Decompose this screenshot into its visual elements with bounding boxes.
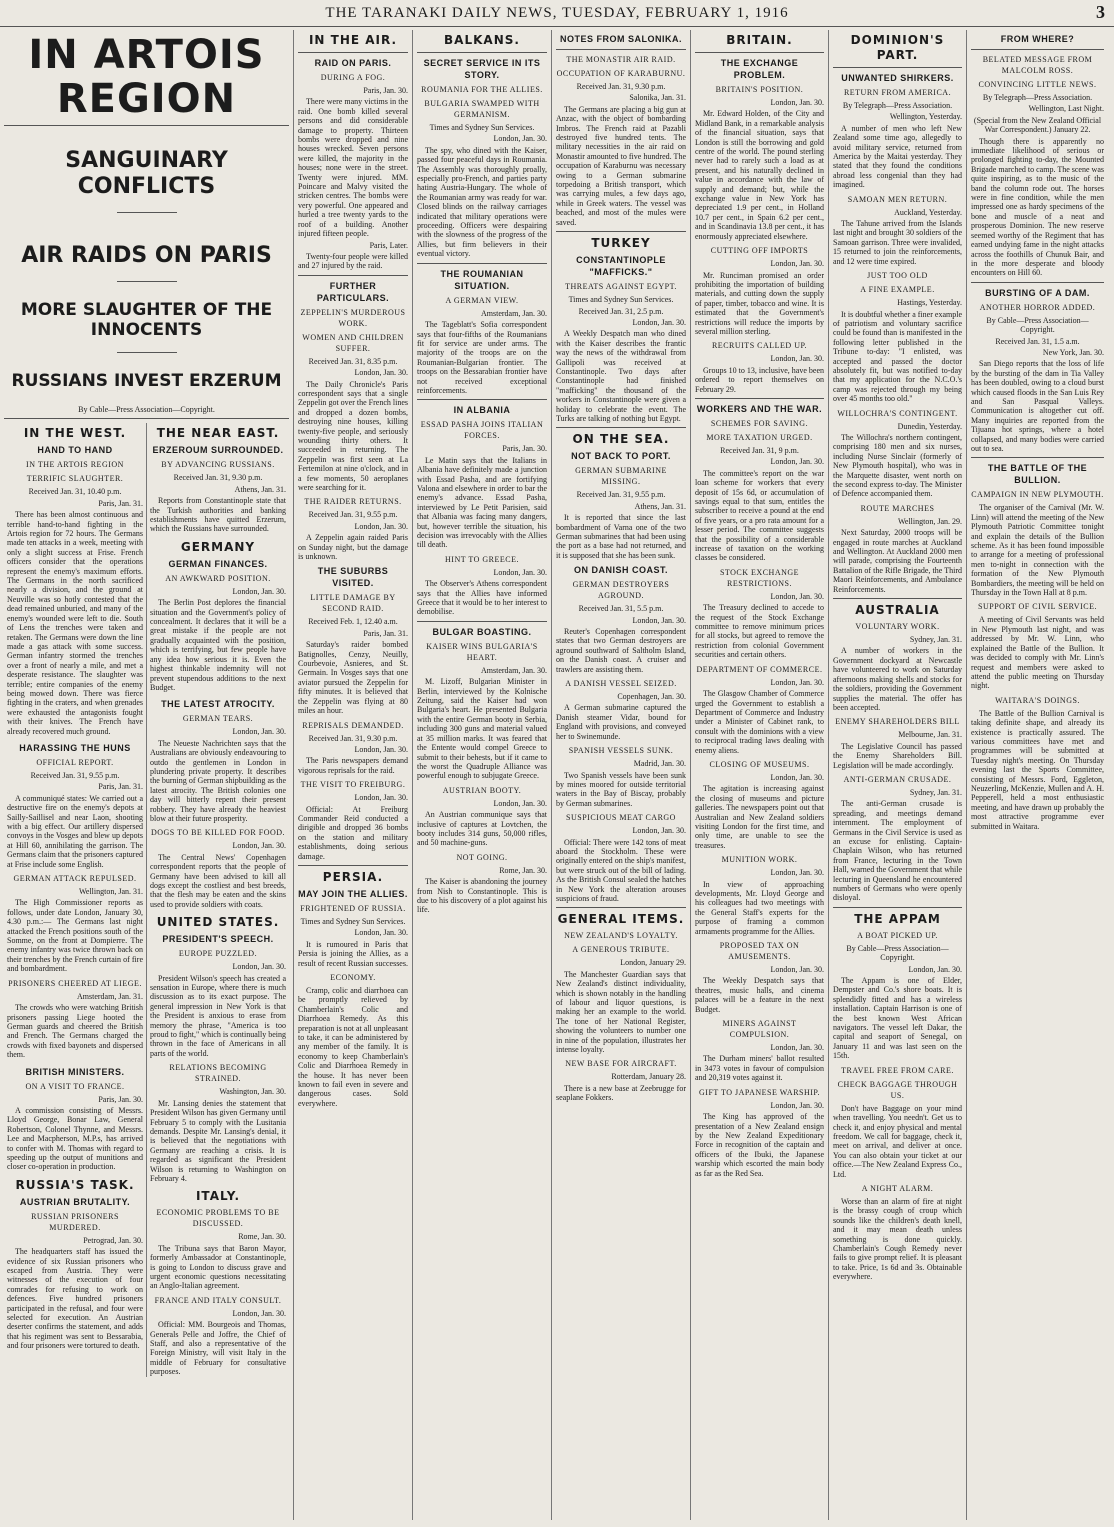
subhead-brutality: AUSTRIAN BRUTALITY. bbox=[19, 1196, 131, 1207]
article-body: The Manchester Guardian says that New Zealand's distinct individuality, which is shown notably in the handling of labour and liquor questions, is making her an example to the world. The tone of her National Register, showing the volunteers to number one in nine of the population, illustrates her intense loyalty. bbox=[556, 969, 686, 1055]
article-body: A meeting of Civil Servants was held in New Plymouth last night, and was addressed by Mr. W. Linn, who explained the Battle of the Bullion. It was decided to comply with Mr. Linn's request and members were asked to attend the public meeting on Thursday night. bbox=[971, 615, 1104, 691]
subhead-taxation: MORE TAXATION URGED. bbox=[706, 432, 813, 442]
article-body: The Observer's Athens correspondent says that the Allies have informed Greece that it would be to her interest to demobilise. bbox=[417, 579, 547, 617]
dateline: Paris, Jan. 30. bbox=[363, 86, 408, 95]
dateline: Sydney, Jan. 31. bbox=[909, 635, 962, 645]
article-body: The Kaiser is abandoning the journey from Nish to Constantinople. This is due to his discovery of a plot against his life. bbox=[417, 877, 547, 915]
received-line: Received Jan. 31, 9.55 p.m. bbox=[30, 770, 120, 780]
section-italy: ITALY. bbox=[195, 1189, 241, 1204]
subhead-suburbs: THE SUBURBS VISITED. bbox=[317, 566, 389, 589]
dateline: London, Jan. 30. bbox=[632, 615, 686, 625]
subhead-kaiser-heart: KAISER WINS BULGARIA'S HEART. bbox=[426, 641, 538, 662]
subhead-waitara: WAITARA'S DOINGS. bbox=[995, 695, 1080, 705]
article-body: The Battle of the Bullion Carnival is taking definite shape, and already its existence is practically assured. The various committees have met and programmes will be submitted at Tuesday night's meeting. On Thursday evening last the Sports Committee, consisting of Messrs. Ford, Eggleton, Neuzerling, McKenzie, Mullen and A. H. Pepperell, held a most enthusiastic meeting, and have drawn up probably the most attractive programme ever submitted in Waitara. bbox=[971, 708, 1104, 831]
subhead-monastir: THE MONASTIR AIR RAID. bbox=[566, 55, 676, 64]
masthead-title: THE TARANAKI DAILY NEWS, TUESDAY, FEBRUARY 1, 1916 bbox=[325, 4, 789, 21]
subhead-recruits: RECRUITS CALLED UP. bbox=[711, 341, 808, 351]
headline-artois: IN ARTOIS REGION bbox=[28, 32, 265, 122]
received-line: Received Jan. 31, 1.5 a.m. bbox=[995, 336, 1080, 346]
subhead-frightened: FRIGHTENED OF RUSSIA. bbox=[300, 903, 406, 913]
article-body: A number of workers in the Government dockyard at Newcastle have volunteered to work on Saturday afternoons making shells and stocks for the soldiers, providing the Government supplies the material. The offer has been accepted. bbox=[833, 646, 962, 712]
section-turkey: TURKEY bbox=[591, 236, 651, 251]
article-body: Next Saturday, 2000 troops will be engaged in route marches at Auckland and Wellington. At Auckland 2000 men will parade, comprising the Fourteenth Battalion of the Rifle Brigade, the Third Maori Reinforcements, and Ambulance Reinforcements. bbox=[833, 528, 962, 594]
section-russia-task: RUSSIA'S TASK. bbox=[15, 1177, 135, 1192]
dateline: London, Jan. 30. bbox=[232, 586, 286, 596]
dateline: Paris, Jan. 30. bbox=[502, 444, 547, 454]
masthead bbox=[0, 0, 1114, 27]
section-australia: AUSTRALIA bbox=[855, 603, 940, 618]
article-body: A communiqué states: We carried out a destructive fire on the enemy's depots at Sailly-Saillisel and near Laon, shooting with a big effect. Our artillery dispersed convoys in the Vosges and blew up depots at Hill 60, annihilating the garrison. The Germans claim that the prisoners captured at Frise include some English. bbox=[7, 793, 143, 869]
subhead-fine-example: A FINE EXAMPLE. bbox=[860, 285, 935, 295]
dateline: Wellington, Jan. 31. bbox=[78, 887, 143, 897]
article-body: Reports from Constantinople state that the Turkish authorities and banking establishments have quitted Erzerum, which the Russians have surrounded. bbox=[150, 496, 286, 534]
subhead-malcolm-ross: BELATED MESSAGE FROM MALCOLM ROSS. bbox=[982, 55, 1093, 75]
subhead-further: FURTHER PARTICULARS. bbox=[316, 280, 390, 303]
article-body: The committee's report on the war loan scheme for workers that every deposit of 15s 6d, or accumulation of savings equal to that sum, entitles the subscriber to receive a pound at the end of five years, or a pro rata amount for a lesser period. The committee suggests that the possibility of a considerable increase of taxation on the working classes be considered. bbox=[695, 468, 824, 563]
article-body: The Treasury declined to accede to the request of the Stock Exchange committee to remove minimum prices for all stocks, but agreed to remove the restriction from colonial Government securities and certain others. bbox=[695, 603, 824, 660]
article-body: There is a new base at Zeebrugge for seaplane Fokkers. bbox=[556, 1083, 686, 1103]
dateline: London, Jan. 30. bbox=[493, 567, 547, 577]
byline: By Cable—Press Association—Copyright. bbox=[846, 943, 949, 963]
article-body: In view of approaching developments, Mr. Lloyd George and his colleagues had two meetings with the General Staff's experts for the purpose of framing a common armaments programme for the Allies. bbox=[695, 879, 824, 936]
dateline: Paris, Later. bbox=[369, 240, 408, 250]
dateline: London, Jan. 30. bbox=[770, 1043, 824, 1053]
subhead-reprisals: REPRISALS DEMANDED. bbox=[302, 720, 404, 730]
subhead-hint: HINT TO GREECE. bbox=[445, 554, 519, 564]
dateline: London, Jan. 30. bbox=[770, 354, 824, 364]
subhead-destroyers: GERMAN DESTROYERS AGROUND. bbox=[572, 580, 670, 601]
article-body: The Central News' Copenhagen correspondent reports that the people of Germany have been advised to kill all dogs except the costliest and best breeds, that the flesh may be eaten and the skins used to provide soldiers with coats. bbox=[150, 852, 286, 909]
subhead-saving: SCHEMES FOR SAVING. bbox=[710, 418, 809, 428]
headline-air-raids: AIR RAIDS ON PARIS bbox=[21, 243, 272, 268]
dateline: London, Jan. 30. bbox=[908, 964, 962, 974]
article-body: The Durham miners' ballot resulted in 3473 votes in favour of compulsion and 20,319 votes against it. bbox=[695, 1054, 824, 1083]
subhead-fog: DURING A FOG. bbox=[320, 73, 386, 82]
subhead-danish-coast: ON DANISH COAST. bbox=[573, 565, 668, 576]
dateline: Petrograd, Jan. 30. bbox=[83, 1235, 143, 1245]
column-dominion bbox=[829, 30, 966, 1520]
subhead-vessel-seized: A DANISH VESSEL SEIZED. bbox=[565, 679, 677, 689]
subhead-voluntary: VOLUNTARY WORK. bbox=[855, 622, 940, 632]
article-body: There were many victims in the raid. One bomb killed several persons and did considerable damage to property. Thirteen bombs were dropped and nine houses wrecked. Seven persons were killed, the majority in the houses; none were in the street. Twenty were injured. MM. Poincare and Malvy visited the stricken centres. The bombs were very powerful. One appeared and hurled a tree twenty yards to the roof of a building. Another injured fifteen people. bbox=[298, 97, 408, 239]
subhead-visit: ON A VISIT TO FRANCE. bbox=[25, 1081, 125, 1091]
subhead-loyalty: NEW ZEALAND'S LOYALTY. bbox=[564, 931, 678, 941]
subhead-second-raid: LITTLE DAMAGE BY SECOND RAID. bbox=[310, 593, 396, 614]
column-britain bbox=[691, 30, 828, 1520]
article-body: M. Lizoff, Bulgarian Minister in Berlin, interviewed by the Kolnische Zeitung, said the Kaiser had won Bulgaria's heart. He presented Bulgaria with the entire German booty in Serbia, including 300 guns and material valued at 35 million marks. It was feared that the Entente would compel Greece to submit to their behests, but if it came to the worst the Quadruple Alliance was powerful enough to subjugate Greece. bbox=[417, 677, 547, 781]
subhead-exchange: THE EXCHANGE PROBLEM. bbox=[720, 58, 799, 80]
subhead-erzerum: ERZEROUM SURROUNDED. bbox=[152, 445, 284, 456]
section-persia: PERSIA. bbox=[322, 869, 384, 884]
subhead-murdered: RUSSIAN PRISONERS MURDERED. bbox=[31, 1211, 119, 1232]
received-line: Received Jan. 31, 8.35 p.m. bbox=[308, 356, 398, 366]
byline: By Telegraph—Press Association. bbox=[982, 93, 1093, 102]
dateline: Salonika, Jan. 31. bbox=[629, 93, 686, 103]
subhead-shareholders: ENEMY SHAREHOLDERS BILL bbox=[835, 717, 960, 727]
section-balkans: BALKANS. bbox=[444, 33, 520, 47]
dateline: Amsterdam, Jan. 31. bbox=[77, 991, 143, 1001]
subhead-raider: THE RAIDER RETURNS. bbox=[304, 497, 402, 507]
subhead-salonika: NOTES FROM SALONIKA. bbox=[560, 34, 682, 44]
article-body: The Neueste Nachrichten says that the Australians are obviously endeavouring to outdo the gentlemen in London in plundering private property. It describes the burning of German shipbuilding as the latest atrocity. The British colonies one day will bitterly repent their present robbery. They have already the heaviest blow at their future prosperity. bbox=[150, 738, 286, 823]
article-body: The Willochra's northern contingent, comprising 180 men and six nurses, including Nurse Sinclair (formerly of New Plymouth hospital), who was in the Marquette disaster, went north on the second express to-day. The Minister of Defence accompanied them. bbox=[833, 432, 962, 499]
section-britain: BRITAIN. bbox=[726, 33, 793, 47]
section-united-states: UNITED STATES. bbox=[156, 915, 280, 930]
subhead-atrocity: THE LATEST ATROCITY. bbox=[161, 699, 275, 710]
dateline: London, Jan. 30. bbox=[770, 259, 824, 269]
dateline: London, Jan. 30. bbox=[632, 317, 686, 327]
article-body: Groups 10 to 13, inclusive, have been ordered to report themselves on February 29. bbox=[695, 365, 824, 394]
section-on-the-sea: ON THE SEA. bbox=[572, 432, 670, 447]
section-near-east: THE NEAR EAST. bbox=[156, 426, 280, 441]
subhead-imports: CUTTING OFF IMPORTS bbox=[710, 246, 809, 256]
subhead-workers: WORKERS AND THE WAR. bbox=[696, 403, 823, 414]
dateline: Wellington, Yesterday. bbox=[889, 112, 962, 122]
article-body: The Weekly Despatch says that theatres, music halls, and cinema palaces will be a feature in the next Budget. bbox=[695, 976, 824, 1014]
subhead-submarine-missing: GERMAN SUBMARINE MISSING. bbox=[575, 466, 667, 487]
byline: By Cable—Press Association—Copyright. bbox=[986, 315, 1089, 335]
article-body: The spy, who dined with the Kaiser, passed four peaceful days in Roumania. The Assembly was thoroughly proally, especially pro-French, and parties party hating Austria-Hungary. The whole of the Roumanian army was ready for war. Closed blinds on the railway carriages indicated that military operations were proceeding. Officers were despairing with the slowness of the progress of the Allies, but firm believers in their eventual victory. bbox=[417, 145, 547, 259]
subhead-too-old: JUST TOO OLD bbox=[867, 271, 928, 281]
dateline: London, Jan. 30. bbox=[770, 457, 824, 467]
received-line: Received Jan. 31, 10.40 p.m. bbox=[28, 487, 122, 497]
article-body: A commission consisting of Messrs. Lloyd George, Bonar Law, General Robertson, Colonel Thynne, and Messrs. Lee and Macpherson, M.P.s, has arrived to confer with M. Thomas with regard to speeding up the output of munitions and closer co-operation in production. bbox=[7, 1105, 143, 1172]
article-body: It is rumoured in Paris that Persia is joining the Allies, as a result of recent Russian successes. bbox=[298, 939, 408, 968]
headline-conflicts: SANGUINARY CONFLICTS bbox=[65, 148, 228, 199]
subhead-german-view: A GERMAN VIEW. bbox=[445, 295, 519, 305]
article-body: An Austrian communique says that inclusive of captures at Lovtchen, the booty includes 314 guns, 50,000 rifles, and 50 machine-guns. bbox=[417, 810, 547, 848]
dateline: Amsterdam, Jan. 30. bbox=[481, 308, 547, 318]
article-body: The Tageblatt's Sofia correspondent says that four-fifths of the Roumanians fit for service are under arms. The majority of the troops are on the Roumanian-Bulgarian frontier. The troops on the Bessarabian frontier have not received exceptional reinforcements. bbox=[417, 320, 547, 395]
article-body: Mr. Runciman promised an order prohibiting the importation of building materials, and cutting down the supply of paper, timber, tobacco and wine. It is estimated that the Government's restrictions will reduce the imports by several million sterling. bbox=[695, 270, 824, 336]
subhead-boat: A BOAT PICKED UP. bbox=[857, 930, 938, 940]
subhead-position: BRITAIN'S POSITION. bbox=[715, 85, 804, 94]
article-body: The anti-German crusade is spreading, and meetings demand internment. The employment of Germans in the Civil Service is used as an excuse for enlisting. Captain-Chaplain Wilson, who has returned from France, lecturing in the Town Hall, warned the Government that while lecturing in Queensland he encountered numbers of Germans who were openly disloyal. bbox=[833, 799, 962, 903]
received-line: Received Jan. 31, 9.30 p.m. bbox=[576, 82, 666, 91]
subhead-france-italy: FRANCE AND ITALY CONSULT. bbox=[154, 1295, 282, 1305]
subhead-essad: ESSAD PASHA JOINS ITALIAN FORCES. bbox=[420, 420, 544, 441]
subhead-miners: MINERS AGAINST COMPULSION. bbox=[722, 1019, 797, 1040]
page-number: 3 bbox=[1096, 2, 1106, 22]
subhead-aircraft: NEW BASE FOR AIRCRAFT. bbox=[565, 1059, 677, 1069]
advertisement-body: Worse than an alarm of fire at night is the brassy cough of croup which sounds like the children's death knell, and it may mean death unless something is done quickly. Chamberlain's Cough Remedy never fails to give prompt relief. It is pleasant to take. Price, 1s 6d and 3s. Obtainable everywhere. bbox=[833, 1196, 962, 1282]
subhead-women: WOMEN AND CHILDREN SUFFER. bbox=[302, 332, 404, 353]
subhead-bulgaria: BULGARIA SWAMPED WITH GERMANISM. bbox=[424, 99, 540, 119]
dateline: Melbourne, Jan. 31. bbox=[898, 730, 962, 740]
article-body: Mr. Edward Holden, of the City and Midland Bank, in a remarkable analysis of the financial situation, says that London is still the borrowing and gold centre of the world. The pound sterling never had to rarely such a load as at present, and his naturally declined in value in accordance with the law of supply and demand; but, while the exchange value in New York has depreciated 1.9 per cent., in Holland 10.7 per cent., in Spain 6.2 per cent., and in Scandinavia 13.8 per cent., it has enormously appreciated elsewhere. bbox=[695, 109, 824, 241]
subhead-puzzled: EUROPE PUZZLED. bbox=[178, 949, 258, 959]
subhead-speech: PRESIDENT'S SPEECH. bbox=[162, 934, 274, 945]
dateline: Athens, Jan. 31. bbox=[634, 501, 686, 511]
dateline: Paris, Jan. 31. bbox=[363, 628, 408, 638]
subhead-artois: IN THE ARTOIS REGION bbox=[26, 460, 124, 470]
article-body: The Legislative Council has passed the Enemy Shareholders Bill. Legislation will be made accordingly. bbox=[833, 741, 962, 770]
dateline: Washington, Jan. 30. bbox=[219, 1087, 286, 1097]
received-line: Received Jan. 31, 9.55 p.m. bbox=[308, 510, 398, 520]
article-body: A Zeppelin again raided Paris on Sunday night, but the damage is unknown. bbox=[298, 533, 408, 562]
subhead-finances: GERMAN FINANCES. bbox=[168, 558, 268, 569]
subhead-samoan: SAMOAN MEN RETURN. bbox=[847, 194, 948, 204]
article-body: The Daily Chronicle's Paris correspondent says that a single Zeppelin got over the French lines and dropped a dozen bombs, destroying nine houses, killing twenty-five people, and seriously wounding thirty others. It succeeded in returning. The Zeppelin was first seen at La Fertemilon at nine o'clock, and in a few moments, 50 aeroplanes were searching for it. bbox=[298, 379, 408, 492]
subhead-tears: GERMAN TEARS. bbox=[182, 714, 254, 724]
article-body: Official: MM. Bourgeois and Thomas, Generals Pelle and Joffre, the Chief of Staff, and also a representative of the Foreign Ministry, will visit Italy in the middle of February for consultative purposes. bbox=[150, 1320, 286, 1377]
subhead-ministers: BRITISH MINISTERS. bbox=[25, 1066, 125, 1077]
dateline: London, Jan. 30. bbox=[232, 1308, 286, 1318]
dateline: London, Jan. 30. bbox=[354, 744, 408, 754]
dateline: Rotterdam, January 28. bbox=[611, 1072, 686, 1082]
headline-erzerum: RUSSIANS INVEST ERZERUM bbox=[11, 371, 282, 391]
dateline: London, Jan. 30. bbox=[770, 772, 824, 782]
dateline: London, Jan. 30. bbox=[354, 793, 408, 803]
subhead-night-alarm: A NIGHT ALARM. bbox=[861, 1183, 934, 1193]
dateline: Madrid, Jan. 30. bbox=[633, 759, 686, 769]
subhead-hand-to-hand: HAND TO HAND bbox=[37, 445, 113, 456]
subhead-harassing: HARASSING THE HUNS bbox=[19, 742, 131, 753]
subhead-willochra: WILLOCHRA'S CONTINGENT. bbox=[837, 408, 958, 418]
received-line: Received Jan. 31, 9.30 p.m. bbox=[173, 473, 263, 483]
subhead-route-marches: ROUTE MARCHES bbox=[860, 503, 935, 513]
dateline: Rome, Jan. 30. bbox=[499, 865, 547, 875]
subhead-tribute: A GENEROUS TRIBUTE. bbox=[572, 945, 670, 955]
lead-subcolumn-near-east bbox=[146, 423, 289, 1376]
headline-slaughter: MORE SLAUGHTER OF THE INNOCENTS bbox=[20, 300, 273, 340]
subhead-mafficks: CONSTANTINOPLE "MAFFICKS." bbox=[576, 255, 666, 278]
dateline: Copenhagen, Jan. 30. bbox=[617, 692, 686, 702]
subhead-from-where: FROM WHERE? bbox=[1000, 34, 1075, 44]
subhead-advancing: BY ADVANCING RUSSIANS. bbox=[161, 460, 275, 470]
subhead-awkward: AN AWKWARD POSITION. bbox=[165, 573, 271, 583]
article-body: Mr. Lansing denies the statement that President Wilson has given Germany until February 5 to comply with the Lusitania demands. Despite Mr. Lansing's denial, it is believed that the negotiations with Germany are reaching a crisis. It is regarded as significant the President Wilson is returning to Washington on February 4. bbox=[150, 1098, 286, 1183]
article-body: President Wilson's speech has created a sensation in Europe, where there is much discussion as to its exact purpose. The general impression in New York is that the President is anxious to erase from memory the phrase, "America is too proud to fight," which is continually being thrown in the face of Americans in all parts of the world. bbox=[150, 973, 286, 1058]
article-body: The organiser of the Carnival (Mr. W. Linn) will attend the meeting of the New Plymouth Patriotic Committee tonight and explain the details of the Bullion scheme. As it has been found impossible to arrange for a meeting of professional men to-night in connection with the formation of the New Plymouth Bombardiers, the meeting will be held on Thursday in the Town Hall at 8 p.m. bbox=[971, 503, 1104, 598]
received-line: Received Jan. 31, 9.30 p.m. bbox=[308, 733, 398, 743]
dateline: London, Jan. 30. bbox=[770, 868, 824, 878]
dateline: Wellington, Jan. 29. bbox=[897, 516, 962, 526]
subhead-prisoners: PRISONERS CHEERED AT LIEGE. bbox=[8, 978, 142, 988]
subhead-munition: MUNITION WORK. bbox=[721, 855, 798, 865]
dateline: Dunedin, Yesterday. bbox=[897, 421, 962, 431]
dateline: London, Jan. 30. bbox=[354, 928, 408, 938]
dateline: London, Jan. 30. bbox=[232, 841, 286, 851]
subhead-japanese-warship: GIFT TO JAPANESE WARSHIP. bbox=[699, 1087, 820, 1097]
dateline: London, January 29. bbox=[620, 958, 686, 968]
lead-subcolumn-west bbox=[4, 423, 146, 1376]
article-body: The Glasgow Chamber of Commerce urged the Government to establish a Department of Commerce and Industry under a Minister of Cabinet rank, to consult with the dominions with a view to reciprocal trading laws dealing with enemy aliens. bbox=[695, 689, 824, 755]
subhead-civil-service: SUPPORT OF CIVIL SERVICE. bbox=[978, 602, 1097, 612]
article-body: Twenty-four people were killed and 27 injured by the raid. bbox=[298, 251, 408, 271]
article-body: The High Commissioner reports as follows, under date London, January 30, 4.30 p.m.:— The Germans last night attacked the French positions south of the Somme, on the front at Dompierre. The enemy infantry was twice thrown back on their trenches by the French curtain of fire and bombardment. bbox=[7, 898, 143, 974]
received-line: Received Jan. 31, 5.5 p.m. bbox=[578, 604, 664, 614]
subhead-spanish: SPANISH VESSELS SUNK. bbox=[568, 746, 674, 756]
article-body: The Tribuna says that Baron Mayor, formerly Ambassador at Constantinople, is going to London to discuss grave and urgent economic questions necessitating an Anglo-Italian agreement. bbox=[150, 1243, 286, 1291]
dateline: Sydney, Jan. 31. bbox=[909, 787, 962, 797]
dateline: Wellington, Last Night. bbox=[1028, 104, 1104, 114]
article-body: The Appam is one of Elder, Dempster and Co.'s shore boats. It is splendidly fitted and has a wireless installation. Captain Harrison is one of the best known West African navigators. The vessel left Dakar, the capital and seaport of Senegal, on January 11 and was last seen on the 15th. bbox=[833, 976, 962, 1061]
subhead-anti-german: ANTI-GERMAN CRUSADE. bbox=[843, 774, 952, 784]
subhead-not-back: NOT BACK TO PORT. bbox=[571, 451, 671, 462]
dateline: Paris, Jan. 31. bbox=[98, 782, 143, 792]
subhead-stock-exchange: STOCK EXCHANGE RESTRICTIONS. bbox=[719, 567, 800, 588]
subhead-america: RETURN FROM AMERICA. bbox=[843, 88, 952, 97]
subhead-horror: ANOTHER HORROR ADDED. bbox=[979, 302, 1096, 312]
article-body: The Germans are placing a big gun at Anzac, with the object of bombarding Imbros. The French raid at Pazabli destroyed five hundred tents. The military necessities in the air raid on Monastir amounted to five hundred. The occupation of Karaburnu was necessary owing to a German submarine torpedoing a British transport, which was carrying mules, a few days ago, while in Greek waters. The vessel was beached, and most of the mules were saved. bbox=[556, 104, 686, 227]
article-body: There has been almost continuous and terrible hand-to-hand fighting in the Artois region for 72 hours. The Germans made ten attacks in a week, meeting with only a slight success at Frise. French officers consider that the operations represent the enemy's maximum efforts. The Germans in the north sacrificed nearly a division, and the ground at Neuville was so hotly contested that the dead remained unburied, and many of the enemy's wounded were left to die. South of Lens the trenches were taken and retaken. The Germans were down the line made a gas attack with some success. German infantry stormed the trenches over a front of nearly a mile, and met a desperate resistance. The slaughter was terrible; entire companies of the enemy being mowed down. There was fierce fighting in the craters, and when grenades were exhausted the antagonists fought with their knives. The French have already recovered much ground. bbox=[7, 510, 143, 736]
dateline: London, Jan. 30. bbox=[354, 521, 408, 531]
subhead-bullion: THE BATTLE OF THE BULLION. bbox=[987, 463, 1088, 486]
dateline: New York, Jan. 30. bbox=[1042, 347, 1104, 357]
source-line: Times and Sydney Sun Services. bbox=[300, 916, 406, 926]
dateline: London, Jan. 30. bbox=[493, 798, 547, 808]
subhead-campaign: CAMPAIGN IN NEW PLYMOUTH. bbox=[971, 490, 1104, 500]
subhead-roumania: ROUMANIA FOR THE ALLIES. bbox=[421, 85, 543, 94]
dateline: London, Jan. 30. bbox=[354, 368, 408, 378]
subhead-economic: ECONOMIC PROBLEMS TO BE DISCUSSED. bbox=[156, 1208, 280, 1229]
subhead-freiburg: THE VISIT TO FREIBURG. bbox=[300, 780, 406, 790]
dateline: Athens, Jan. 31. bbox=[234, 484, 286, 494]
article-body: Reuter's Copenhagen correspondent states that two German destroyers are aground southward of Saltholm Island, on the Danish coast. A cruiser and trawlers are assisting them. bbox=[556, 627, 686, 674]
dateline: Auckland, Yesterday. bbox=[894, 207, 962, 217]
dateline: Paris, Jan. 30. bbox=[98, 1094, 143, 1104]
received-line: Received Jan. 31, 9 p.m. bbox=[720, 445, 799, 455]
dateline: London, Jan. 30. bbox=[232, 962, 286, 972]
dateline: Hastings, Yesterday. bbox=[897, 298, 962, 308]
article-body: It is doubtful whether a finer example of patriotism and voluntary sacrifice could be found than is manifested in the following letter published in the Tribune to-day: "I enlisted, was accepted and passed the doctor absolutely fit, but was notified to-day that my application for the N.C.O.'s camp was rejected through my being over 45 months too old." bbox=[833, 309, 962, 404]
column-from-where bbox=[967, 30, 1108, 1520]
lead-split-columns bbox=[4, 423, 289, 1376]
subhead-zeppelin: ZEPPELIN'S MURDEROUS WORK. bbox=[300, 307, 406, 328]
subhead-travel: TRAVEL FREE FROM CARE. bbox=[841, 1065, 954, 1075]
received-line: Received Jan. 31, 9.55 p.m. bbox=[576, 490, 666, 500]
article-body: The Paris newspapers demand vigorous reprisals for the raid. bbox=[298, 756, 408, 775]
subhead-meat-cargo: SUSPICIOUS MEAT CARGO bbox=[566, 813, 676, 823]
article-body: A German submarine captured the Danish steamer Vidar, bound for England with provisions, and conveyed her to Swinemunde. bbox=[556, 703, 686, 741]
subhead-shirkers: UNWANTED SHIRKERS. bbox=[841, 73, 954, 83]
subhead-relations: RELATIONS BECOMING STRAINED. bbox=[169, 1063, 267, 1084]
article-body: San Diego reports that the loss of life by the bursting of the dam in Tia Valley has been doubled, owing to a cloud burst which caused floods in the San Luis Rey and San Pasqual Valleys. Communication is altogether cut off. Many inquiries are reported from the Tijuana hot springs, where a hotel collapsed, and many bodies were carried out to sea. bbox=[971, 359, 1104, 453]
article-body: The King has approved of the presentation of a New Zealand ensign by the New Zealand Expeditionary Force in recognition of the captain and officers of the Ibuki, the Japanese warship which escorted the main body as far as the Red Sea. bbox=[695, 1112, 824, 1178]
subhead-economy: ECONOMY. bbox=[330, 973, 376, 982]
section-appam: THE APPAM bbox=[854, 911, 941, 926]
subhead-museums: CLOSING OF MUSEUMS. bbox=[709, 759, 810, 769]
article-body: Official: There were 142 tons of meat aboard the Stockholm. These were originally entered on the ship's manifest, but were struck out of the bill of lading. As the British Consul sealed the hatches in New York the alteration arouses suspicions of fraud. bbox=[556, 837, 686, 903]
subhead-albania: IN ALBANIA bbox=[453, 405, 511, 416]
dateline: London, Jan. 30. bbox=[232, 727, 286, 737]
subhead-commerce: DEPARTMENT OF COMMERCE. bbox=[696, 664, 823, 674]
subhead-official: OFFICIAL REPORT. bbox=[36, 757, 114, 767]
column-balkans bbox=[413, 30, 551, 1520]
article-body: Two Spanish vessels have been sunk by mines moored for outside territorial waters in the Bay of Biscay, probably by German submarines. bbox=[556, 770, 686, 808]
dateline: London, Jan. 30. bbox=[493, 134, 547, 144]
article-body: The agitation is increasing against the closing of museums and picture galleries. The newspapers point out that Australian and New Zealand soldiers visiting London for the first time, and only time, are unable to see the treasures. bbox=[695, 784, 824, 850]
subhead-booty: AUSTRIAN BOOTY. bbox=[442, 785, 522, 795]
dateline: London, Jan. 30. bbox=[770, 1100, 824, 1110]
article-body: The crowds who were watching British prisoners passing Liege hooted the German guards and cheered the British and French. The Germans charged the crowds with fixed bayonets and dispersed them. bbox=[7, 1003, 143, 1060]
received-line: Received Feb. 1, 12.40 a.m. bbox=[308, 617, 398, 627]
subhead-raid-paris: RAID ON PARIS. bbox=[314, 58, 392, 68]
source-note: (Special from the New Zealand Official War Correspondent.) January 22. bbox=[973, 115, 1102, 135]
advertisement-body: Cramp, colic and diarrhoea can be promptly relieved by Chamberlain's Colic and Diarrhoea Remedy. As this preparation is not at all unpleasant to take, it can be administered by any member of the family. It is economy to keep Chamberlain's Colic and Diarrhoea Remedy in the house. It has never been known to fail even in severe and dangerous cases. Sold everywhere. bbox=[298, 986, 408, 1108]
subhead-not-going: NOT GOING. bbox=[456, 852, 508, 862]
dateline: Amsterdam, Jan. 30. bbox=[481, 665, 547, 675]
byline: By Telegraph—Press Association. bbox=[842, 101, 953, 110]
subhead-dogs: DOGS TO BE KILLED FOR FOOD. bbox=[150, 828, 286, 838]
subhead-terrific: TERRIFIC SLAUGHTER. bbox=[26, 474, 124, 484]
subhead-dam: BURSTING OF A DAM. bbox=[985, 287, 1090, 298]
subhead-secret-service: SECRET SERVICE IN ITS STORY. bbox=[423, 58, 541, 80]
dateline: London, Jan. 30. bbox=[770, 677, 824, 687]
subhead-amusements: PROPOSED TAX ON AMUSEMENTS. bbox=[719, 941, 800, 962]
section-west: IN THE WEST. bbox=[23, 426, 127, 441]
subhead-convincing: CONVINCING LITTLE NEWS. bbox=[978, 80, 1097, 89]
received-line: Received Jan. 31, 2.5 p.m. bbox=[578, 306, 664, 316]
article-body: A number of men who left New Zealand some time ago, allegedly to avoid military service, returned from America by the Maitai yesterday. They stated that they found the conditions abroad less congenial than they had imagined. bbox=[833, 123, 962, 190]
column-salonika bbox=[552, 30, 690, 1520]
section-germany: GERMANY bbox=[180, 539, 256, 554]
source-line: Times and Sydney Sun Services. bbox=[568, 295, 674, 305]
subhead-join-allies: MAY JOIN THE ALLIES. bbox=[298, 888, 408, 899]
subhead-threats: THREATS AGAINST EGYPT. bbox=[565, 282, 677, 292]
subhead-check-baggage: CHECK BAGGAGE THROUGH US. bbox=[837, 1079, 958, 1100]
article-body: Official: At Freiburg Commander Reid conducted a dirigible and dropped 36 bombs on the station and military establishments, doing serious damage. bbox=[298, 804, 408, 861]
section-in-the-air: IN THE AIR. bbox=[308, 33, 398, 47]
column-air bbox=[294, 30, 412, 1520]
subhead-karaburnu: OCCUPATION OF KARABURNU. bbox=[556, 69, 686, 78]
section-general-items: GENERAL ITEMS. bbox=[557, 912, 685, 927]
article-body: A Weekly Despatch man who dined with the Kaiser describes the frantic way the news of the withdrawal from Gallipoli was received at Constantinople. Two days after Constantinople had finished "mafficking" the thousand of the workers in Constantinople were given a holiday to celebrate the event. The Turks are talking of nothing but Egypt. bbox=[556, 329, 686, 423]
article-body: Saturday's raider bombed Batignolles, Cenzy, Neuilly, Courbevoie, Asnieres, and St. Germain. In Vosges says that one aviator pursued the Zeppelin for fifty minutes. It is believed that the Zeppelin was flying at 80 miles an hour. bbox=[298, 640, 408, 716]
dateline: London, Jan. 30. bbox=[770, 965, 824, 975]
dateline: Paris, Jan. 31. bbox=[98, 498, 143, 508]
advertisement-body: Don't have Baggage on your mind when travelling. You needn't. Get us to check it, and enjoy physical and mental freedom. We call for baggage, check it, meet on arrival, and deliver at once. You can also obtain your ticket at our office.—The New Zealand Express Co., Ltd. bbox=[833, 1103, 962, 1179]
article-body: It is reported that since the last bombardment of Varna one of the two German submarines that had been using the port as a base had not returned, and it is supposed that she has been sunk. bbox=[556, 513, 686, 560]
subhead-bulgar-boasting: BULGAR BOASTING. bbox=[432, 626, 532, 637]
dateline: London, Jan. 30. bbox=[632, 826, 686, 836]
article-body: Le Matin says that the Italians in Albania have definitely made a junction with Essad Pasha, and are fortifying Valona and elsewhere in order to bar the enemy's advance. Essad Pasha, interviewed by Le Petit Parisien, said that Albania was facing many dangers, but, however terrible the situation, his decision was irrevocably with the Allies till death. bbox=[417, 455, 547, 550]
dateline: Rome, Jan. 30. bbox=[238, 1232, 286, 1242]
subhead-attack: GERMAN ATTACK REPULSED. bbox=[13, 874, 137, 884]
subhead-roumanian-situation: THE ROUMANIAN SITUATION. bbox=[440, 268, 524, 291]
section-dominion: DOMINION'S PART. bbox=[850, 33, 945, 62]
source-line: Times and Sydney Sun Services. bbox=[429, 123, 535, 132]
article-body: The Tahune arrived from the Islands last night and brought 30 soldiers of the Samoan garrison. Three were invalided, 15 returned to join the reinforcements, and 12 were time expired. bbox=[833, 219, 962, 266]
column-lead bbox=[0, 30, 293, 1520]
dateline: London, Jan. 30. bbox=[770, 98, 824, 107]
article-body: The Berlin Post deplores the financial situation and the Government's policy of concealment. It declares that it will be a great mistake if the people are not gradually acquainted with the position, which is terrifying, but few people have any idea how serious it is. Even the highest thinkable indemnity will not prevent stupendous additions to the next Budget. bbox=[150, 598, 286, 692]
byline: By Cable—Press Association—Copyright. bbox=[78, 405, 215, 414]
dateline: London, Jan. 30. bbox=[770, 591, 824, 601]
article-body: Though there is apparently no immediate likelihood of serious or prolonged fighting to-day, the Mounted Brigade marched to camp. The scene was quite inspiring, as to the music of the band the column rode out. The horses were in fine condition, while the men impressed one as hardy specimens of the bone and muscle of a neat and prosperous Dominion. The new reserve seemed worthy of the Regiment that has earned undying fame in the night attacks across the foothills of Chunuk Bair, and in the more desperate and bloody encounters on Hill 60. bbox=[971, 136, 1104, 278]
article-body: The headquarters staff has issued the evidence of six Russian prisoners who escaped from Austria. They were witnesses of the execution of four comrades for refusing to work on defences. Five hundred prisoners participated in the refusal, and four were selected for execution. An Austrian deserter confirms the statement, and adds that his regiment was sent to Bessarabia, and four prisoners were tortured to death. bbox=[7, 1247, 143, 1351]
